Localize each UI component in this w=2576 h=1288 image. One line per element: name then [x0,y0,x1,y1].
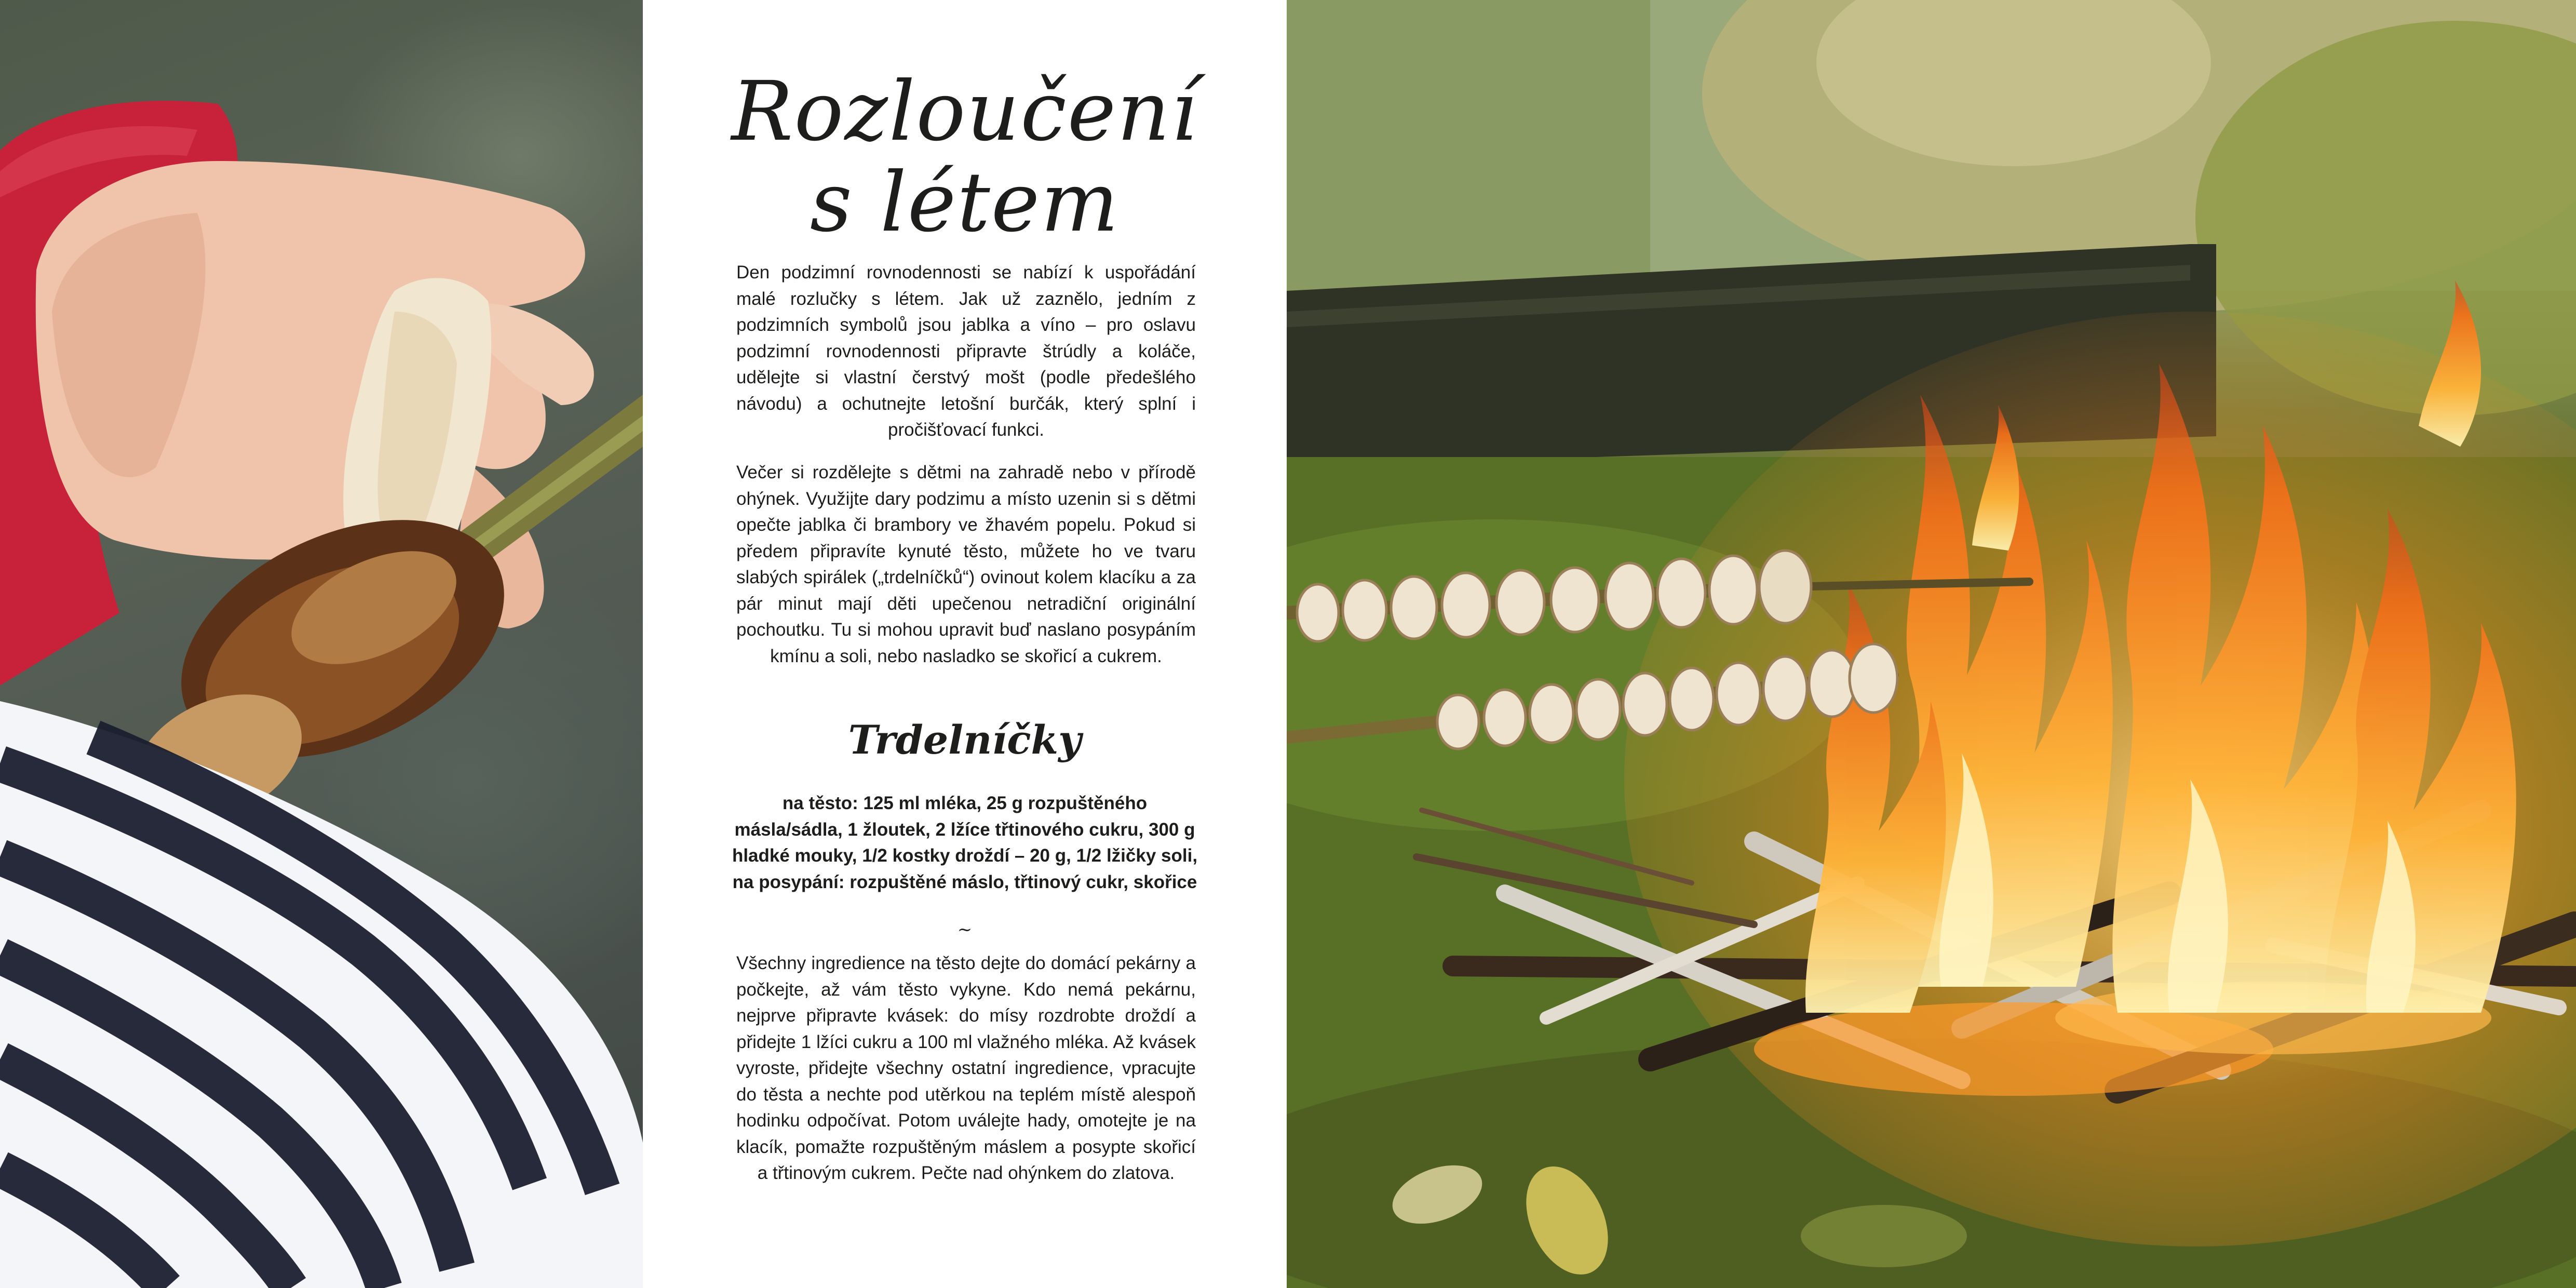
text-page [643,0,1287,1288]
intro-paragraph: Den podzimní rovnodennosti se nabízí k uspořádání malé rozlučky s létem. Jak už zaznělo, jedním z podzimních symbolů jsou jablka a víno – pro oslavu podzimní rovnodennosti připravte štrúdly a koláče, udělejte si vlastní čerstvý mošt (podle předešlého návodu) a ochutnejte letošní burčák, který splní i pročišťovací funkci. [736,262,1196,440]
left-photo-hand-with-trdelnik [0,0,643,1288]
section-divider: ~ [957,919,973,940]
method-paragraph: Všechny ingredience na těsto dejte do domácí pekárny a počkejte, až vám těsto vykyne. Kdo nemá pekárnu, nejprve připravte kvásek: do mísy rozdrobte droždí a přidejte 1 lžíci cukru a 100 ml vlažného mléka. Až kvásek vyroste, přidejte všechny ostatní ingredience, vpracujte do těsta a nechte pod utěrkou na teplém místě alespoň hodinku odpočívat. Potom uválejte hady, omotejte je na klacík, pomažte rozpuštěným máslem a posypte skořicí a třtinovým cukrem. Pečte nad ohýnkem do zlatova. [736,953,1196,1183]
ingredients-list: na těsto: 125 ml mléka, 25 g rozpuštěného másla/sádla, 1 žloutek, 2 lžíce třtinového cukru, 300 g hladké mouky, 1/2 kostky droždí – 20 g, 1/2 lžičky soli, na posypání: rozpuštěné máslo, třtinový cukr, skořice [732,793,1198,892]
evening-paragraph: Večer si rozdělejte s dětmi na zahradě nebo v přírodě ohýnek. Využijte dary podzimu a místo uzenin si s dětmi opečte jablka či brambory ve žhavém popelu. Pokud si předem připravíte kynuté těsto, můžete ho ve tvaru slabých spirálek („trdelníčků“) ovinout kolem klacíku a za pár minut mají děti upečenou netradiční originální pochoutku. Tu si mohou upravit buď naslano posypáním kmínu a soli, nebo nasladko se skořicí a cukrem. [736,462,1196,666]
page-title-line1: Rozloučení [731,64,1198,159]
right-photo-campfire [1287,0,2576,1288]
campfire-illustration [1287,0,2576,1288]
recipe-title: Trdelníčky [848,717,1082,763]
page-title-line2: s létem [810,155,1120,250]
hand-stick-illustration [0,0,643,1288]
